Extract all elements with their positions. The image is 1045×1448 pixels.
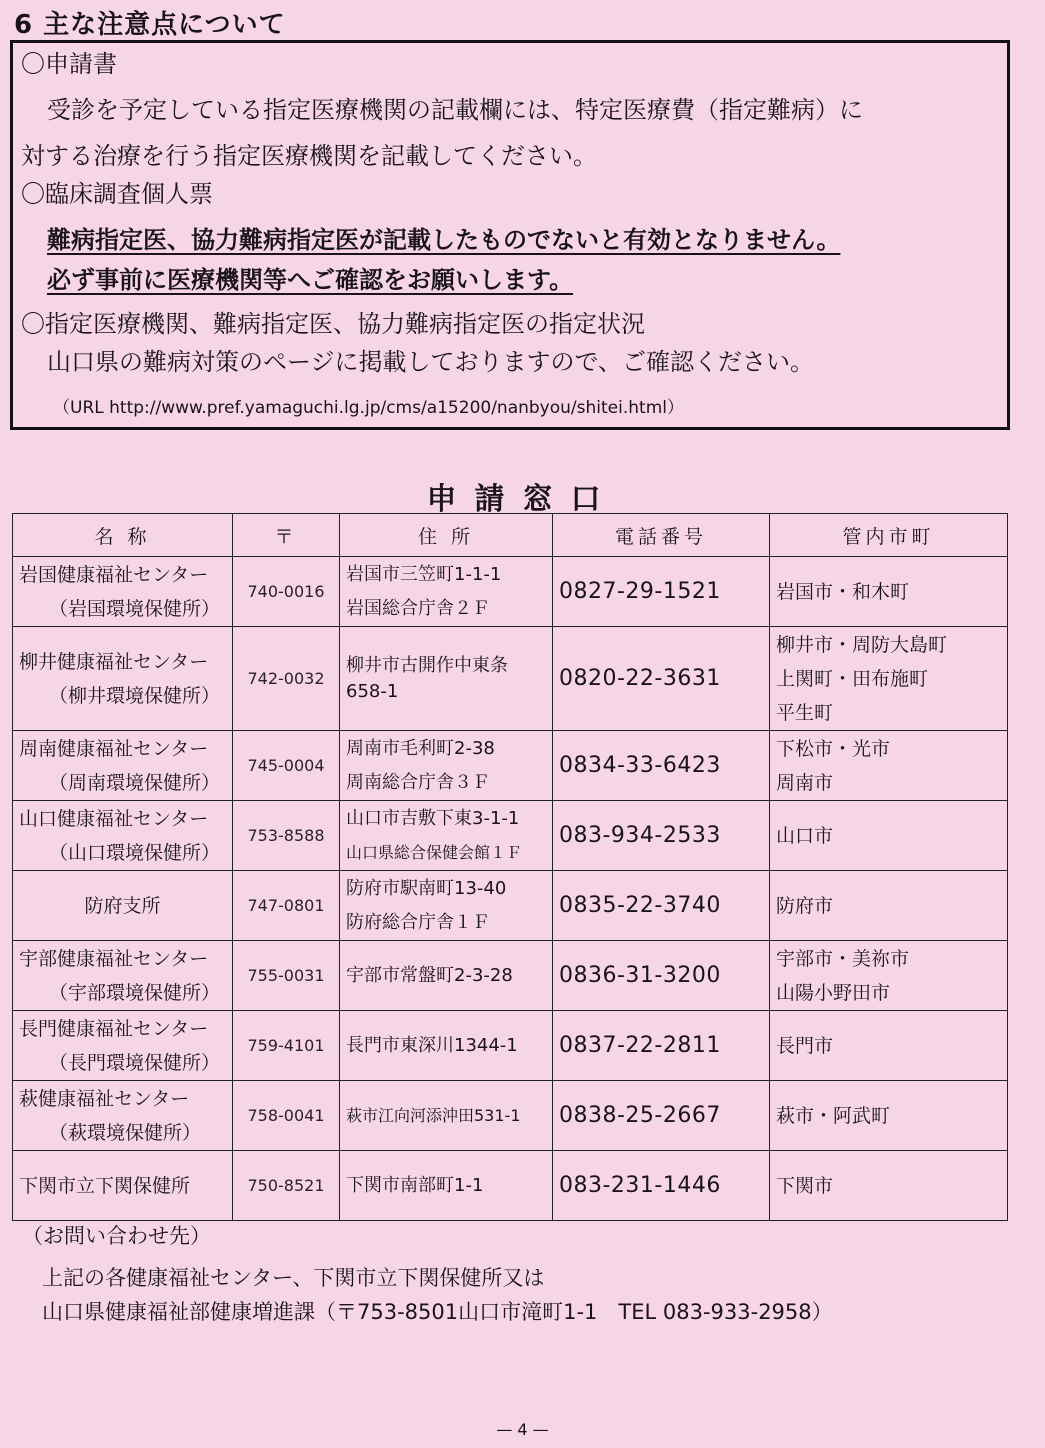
- application-line2: 対する治療を行う指定医療機関を記載してください。: [21, 142, 597, 170]
- phone-number: 0836-31-3200: [553, 941, 770, 1011]
- table-row: [13, 1011, 1008, 1081]
- zip-code: 755-0031: [233, 941, 340, 1011]
- table-row: [13, 731, 1008, 801]
- zip-code: 759-4101: [233, 1011, 340, 1081]
- table-row: [13, 1151, 1008, 1221]
- office-name: 防府支所: [13, 871, 233, 941]
- address: 長門市東深川1344-1: [340, 1011, 553, 1081]
- header-zip: 〒: [233, 514, 340, 557]
- zip-code: 742-0032: [233, 627, 340, 731]
- jurisdiction: 長門市: [770, 1011, 1008, 1081]
- address: 下関市南部町1-1: [340, 1151, 553, 1221]
- jurisdiction: 防府市: [770, 871, 1008, 941]
- phone-number: 0827-29-1521: [553, 557, 770, 627]
- notice-box: [10, 40, 1010, 430]
- zip-code: 750-8521: [233, 1151, 340, 1221]
- table-row: [13, 801, 1008, 871]
- address: 防府市駅南町13-40 防府総合庁舎１Ｆ: [340, 871, 553, 941]
- contact-line1: 上記の各健康福祉センター、下関市立下関保健所又は: [42, 1266, 545, 1290]
- jurisdiction: 萩市・阿武町: [770, 1081, 1008, 1151]
- office-name: 周南健康福祉センター （周南環境保健所）: [13, 731, 233, 801]
- zip-code: 740-0016: [233, 557, 340, 627]
- application-line1: 受診を予定している指定医療機関の記載欄には、特定医療費（指定難病）に: [47, 96, 863, 124]
- header-address: 住 所: [340, 514, 553, 557]
- phone-number: 083-934-2533: [553, 801, 770, 871]
- zip-code: 758-0041: [233, 1081, 340, 1151]
- table-row: [13, 1081, 1008, 1151]
- jurisdiction: 宇部市・美祢市 山陽小野田市: [770, 941, 1008, 1011]
- office-name: 長門健康福祉センター （長門環境保健所）: [13, 1011, 233, 1081]
- office-name: 山口健康福祉センター （山口環境保健所）: [13, 801, 233, 871]
- table-header-row: [13, 514, 1008, 557]
- clinical-warning-2: 必ず事前に医療機関等へご確認をお願いします。: [47, 266, 574, 294]
- address: 宇部市常盤町2-3-28: [340, 941, 553, 1011]
- header-area: 管内市町: [770, 514, 1008, 557]
- phone-number: 0838-25-2667: [553, 1081, 770, 1151]
- section-title: 6 主な注意点について: [14, 10, 286, 40]
- office-name: 下関市立下関保健所: [13, 1151, 233, 1221]
- office-name: 岩国健康福祉センター （岩国環境保健所）: [13, 557, 233, 627]
- phone-number: 0835-22-3740: [553, 871, 770, 941]
- table-row: [13, 941, 1008, 1011]
- phone-number: 0834-33-6423: [553, 731, 770, 801]
- phone-number: 0837-22-2811: [553, 1011, 770, 1081]
- address: 山口市吉敷下東3-1-1 山口県総合保健会館１Ｆ: [340, 801, 553, 871]
- table-row: [13, 871, 1008, 941]
- designation-line: 山口県の難病対策のページに掲載しておりますので、ご確認ください。: [47, 348, 815, 376]
- table-row: [13, 557, 1008, 627]
- designation-url: （URL http://www.pref.yamaguchi.lg.jp/cms/a15200/nanbyou/shitei.html）: [53, 398, 684, 418]
- phone-number: 083-231-1446: [553, 1151, 770, 1221]
- designation-heading: 〇指定医療機関、難病指定医、協力難病指定医の指定状況: [21, 310, 645, 338]
- contact-heading: （お問い合わせ先）: [22, 1224, 211, 1248]
- header-name: 名 称: [13, 514, 233, 557]
- office-name: 萩健康福祉センター （萩環境保健所）: [13, 1081, 233, 1151]
- page-number: — 4 —: [496, 1420, 549, 1439]
- address: 柳井市古開作中東条 658-1: [340, 627, 553, 731]
- jurisdiction: 下関市: [770, 1151, 1008, 1221]
- address: 岩国市三笠町1-1-1 岩国総合庁舎２Ｆ: [340, 557, 553, 627]
- address: 周南市毛利町2-38 周南総合庁舎３Ｆ: [340, 731, 553, 801]
- contact-line2: 山口県健康福祉部健康増進課（〒753-8501山口市滝町1-1 TEL 083-933-2958）: [42, 1300, 833, 1324]
- address: 萩市江向河添沖田531-1: [340, 1081, 553, 1151]
- zip-code: 745-0004: [233, 731, 340, 801]
- counters-title: 申請窓口: [426, 482, 619, 517]
- clinical-heading: 〇臨床調査個人票: [21, 180, 213, 208]
- office-name: 宇部健康福祉センター （宇部環境保健所）: [13, 941, 233, 1011]
- zip-code: 753-8588: [233, 801, 340, 871]
- jurisdiction: 下松市・光市 周南市: [770, 731, 1008, 801]
- jurisdiction: 岩国市・和木町: [770, 557, 1008, 627]
- zip-code: 747-0801: [233, 871, 340, 941]
- application-heading: 〇申請書: [21, 50, 117, 78]
- jurisdiction: 山口市: [770, 801, 1008, 871]
- clinical-warning-1: 難病指定医、協力難病指定医が記載したものでないと有効となりません。: [47, 226, 841, 254]
- header-phone: 電話番号: [553, 514, 770, 557]
- counters-table: [12, 513, 1008, 1221]
- table-row: [13, 627, 1008, 731]
- phone-number: 0820-22-3631: [553, 627, 770, 731]
- office-name: 柳井健康福祉センター （柳井環境保健所）: [13, 627, 233, 731]
- jurisdiction: 柳井市・周防大島町 上関町・田布施町 平生町: [770, 627, 1008, 731]
